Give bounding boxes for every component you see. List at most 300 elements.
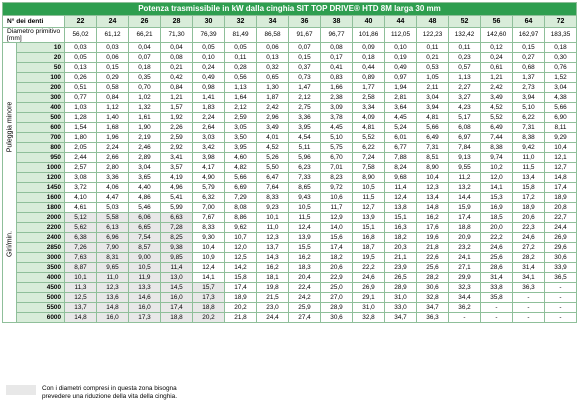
table-row (3, 243, 577, 253)
power-value: 1,12 (97, 103, 129, 113)
power-value: 0,15 (289, 53, 321, 63)
power-value: 0,30 (545, 53, 577, 63)
power-value: 5,58 (97, 213, 129, 223)
rpm-value: 1000 (17, 163, 65, 173)
power-value: 3,05 (225, 123, 257, 133)
power-value: 0,04 (129, 43, 161, 53)
power-value: 32,3 (449, 283, 481, 293)
power-value: 6,63 (161, 213, 193, 223)
power-value: 23,9 (385, 263, 417, 273)
rpm-value: 1200 (17, 173, 65, 183)
power-value: 25,6 (417, 263, 449, 273)
power-value: 7,01 (321, 163, 353, 173)
power-value: 28,9 (385, 283, 417, 293)
teeth-count: 64 (513, 16, 545, 28)
rpm-value: 950 (17, 153, 65, 163)
power-value: 16,8 (353, 233, 385, 243)
power-value: 10,1 (257, 213, 289, 223)
power-value: 13,0 (161, 273, 193, 283)
power-value: 12,1 (545, 153, 577, 163)
power-value: 3,98 (193, 153, 225, 163)
power-value: 28,2 (417, 273, 449, 283)
power-value: 0,11 (225, 53, 257, 63)
power-value: 1,02 (129, 93, 161, 103)
power-value: 8,57 (129, 243, 161, 253)
power-value: 0,56 (225, 73, 257, 83)
power-value: 0,76 (545, 63, 577, 73)
power-value: 15,3 (481, 193, 513, 203)
power-value: 36,3 (513, 283, 545, 293)
power-value: 23,2 (449, 243, 481, 253)
power-value: 2,42 (481, 83, 513, 93)
power-value: 31,0 (385, 293, 417, 303)
power-value: 7,26 (65, 243, 97, 253)
power-value: 20,6 (321, 263, 353, 273)
power-value: - (481, 303, 513, 313)
power-value: 23,0 (257, 303, 289, 313)
table-row (3, 103, 577, 113)
power-value: 22,6 (417, 253, 449, 263)
power-value: 28,6 (481, 263, 513, 273)
power-value: 7,54 (129, 233, 161, 243)
power-value: 1,90 (129, 123, 161, 133)
power-value: 0,13 (65, 63, 97, 73)
power-value: 18,8 (449, 223, 481, 233)
power-value: 26,5 (385, 273, 417, 283)
power-value: 3,95 (289, 123, 321, 133)
power-value: 2,75 (289, 103, 321, 113)
power-value: 0,08 (161, 53, 193, 63)
power-value: 8,33 (257, 193, 289, 203)
legend-swatch (6, 385, 36, 395)
power-value: 3,27 (449, 93, 481, 103)
power-value: 2,46 (129, 143, 161, 153)
power-value: 9,55 (449, 163, 481, 173)
power-value: 8,38 (481, 143, 513, 153)
power-value: - (513, 303, 545, 313)
power-value: 3,04 (417, 93, 449, 103)
power-value: 18,1 (257, 273, 289, 283)
power-value: 8,25 (161, 233, 193, 243)
power-value: 7,31 (417, 143, 449, 153)
power-value: 0,18 (545, 43, 577, 53)
power-value: 0,83 (321, 73, 353, 83)
teeth-count: 34 (257, 16, 289, 28)
power-value: 0,11 (417, 43, 449, 53)
power-value: 9,42 (513, 143, 545, 153)
power-value: 19,6 (417, 233, 449, 243)
power-value: 4,96 (161, 183, 193, 193)
power-value: 1,21 (481, 73, 513, 83)
power-value: 5,75 (321, 143, 353, 153)
power-value: 5,50 (257, 163, 289, 173)
power-value: 0,89 (353, 73, 385, 83)
power-value: 14,0 (321, 223, 353, 233)
power-value: 18,5 (481, 213, 513, 223)
power-value: 7,44 (481, 133, 513, 143)
rpm-value: 2400 (17, 233, 65, 243)
power-value: 1,64 (225, 93, 257, 103)
power-value: 4,86 (129, 193, 161, 203)
power-value: 21,8 (417, 243, 449, 253)
diameter-value: 162,97 (513, 28, 545, 43)
power-value: 10,5 (129, 263, 161, 273)
rpm-value: 200 (17, 83, 65, 93)
power-value: 22,3 (513, 223, 545, 233)
diameter-value: 56,02 (65, 28, 97, 43)
power-value: 11,0 (513, 153, 545, 163)
power-value: 12,3 (417, 183, 449, 193)
rpm-value: 1450 (17, 183, 65, 193)
power-value: 24,2 (289, 293, 321, 303)
power-value: 2,26 (161, 123, 193, 133)
power-value: 4,45 (321, 123, 353, 133)
power-value: 12,5 (65, 293, 97, 303)
rpm-value: 2000 (17, 213, 65, 223)
power-value: 17,3 (129, 313, 161, 323)
power-value: 8,11 (545, 123, 577, 133)
rpm-value: 600 (17, 123, 65, 133)
power-value: 0,10 (385, 43, 417, 53)
table-row (3, 223, 577, 233)
power-value: 20,2 (225, 303, 257, 313)
power-value: 8,87 (65, 263, 97, 273)
table-row (3, 133, 577, 143)
teeth-count: 26 (129, 16, 161, 28)
power-value: 2,19 (129, 133, 161, 143)
power-value: 5,46 (129, 203, 161, 213)
power-value: 3,94 (513, 93, 545, 103)
teeth-count: 72 (545, 16, 577, 28)
power-value: 10,2 (481, 163, 513, 173)
power-value: 34,1 (513, 273, 545, 283)
power-value: 17,4 (321, 243, 353, 253)
teeth-count: 22 (65, 16, 97, 28)
table-row (3, 163, 577, 173)
power-value: 6,49 (417, 133, 449, 143)
table-row (3, 183, 577, 193)
power-value: 6,96 (97, 233, 129, 243)
power-value: 6,77 (385, 143, 417, 153)
power-value: 4,38 (545, 93, 577, 103)
power-value: 0,05 (193, 43, 225, 53)
power-value: 13,9 (289, 233, 321, 243)
power-value: 2,80 (97, 163, 129, 173)
power-value: 2,92 (161, 143, 193, 153)
power-value: 8,08 (225, 203, 257, 213)
power-value: 34,7 (417, 303, 449, 313)
power-value: 11,7 (321, 203, 353, 213)
power-value: 5,17 (449, 113, 481, 123)
power-value: 21,1 (385, 253, 417, 263)
power-value: 8,90 (353, 173, 385, 183)
power-value: 6,97 (449, 133, 481, 143)
table-row (3, 173, 577, 183)
power-value: 0,68 (513, 63, 545, 73)
power-value: 1,40 (97, 113, 129, 123)
table-row (3, 63, 577, 73)
power-value: 3,50 (225, 133, 257, 143)
power-value: 12,0 (481, 173, 513, 183)
power-value: 28,9 (321, 303, 353, 313)
power-value: 11,0 (257, 223, 289, 233)
power-value: 0,18 (129, 63, 161, 73)
side-label-top: Puleggia minore (6, 101, 13, 152)
power-value: 8,23 (321, 173, 353, 183)
power-value: 7,29 (225, 193, 257, 203)
power-value: 0,32 (257, 63, 289, 73)
power-value: 20,9 (449, 233, 481, 243)
power-value: 2,59 (225, 113, 257, 123)
power-value: 4,52 (257, 143, 289, 153)
teeth-count: 56 (481, 16, 513, 28)
power-value: 24,1 (449, 253, 481, 263)
power-value: 24,6 (353, 273, 385, 283)
power-value: 3,42 (193, 143, 225, 153)
power-value: 0,44 (353, 63, 385, 73)
power-value: 1,68 (97, 123, 129, 133)
power-value: 16,0 (129, 303, 161, 313)
power-value: 1,57 (161, 103, 193, 113)
power-value: 6,22 (353, 143, 385, 153)
power-value: 27,4 (289, 313, 321, 323)
power-value: - (545, 303, 577, 313)
power-value: 0,08 (321, 43, 353, 53)
power-value: 19,8 (257, 283, 289, 293)
power-value: 5,62 (65, 223, 97, 233)
teeth-label: N° dei denti (3, 16, 65, 28)
rpm-value: 2200 (17, 223, 65, 233)
power-value: 6,22 (513, 113, 545, 123)
table-row (3, 83, 577, 93)
power-value: 11,3 (65, 283, 97, 293)
power-value: 30,6 (417, 283, 449, 293)
power-value: 7,63 (65, 253, 97, 263)
power-value: - (513, 313, 545, 323)
power-value: 31,0 (353, 303, 385, 313)
power-value: 9,00 (129, 253, 161, 263)
power-value: 34,7 (385, 313, 417, 323)
power-value: 17,4 (545, 183, 577, 193)
power-value: 7,24 (353, 153, 385, 163)
power-value: 1,37 (513, 73, 545, 83)
diameter-value: 91,67 (289, 28, 321, 43)
power-value: 21,5 (257, 293, 289, 303)
power-value: 0,21 (417, 53, 449, 63)
power-value: 7,64 (257, 183, 289, 193)
power-value: 2,57 (65, 163, 97, 173)
table-row (3, 253, 577, 263)
power-value: 15,1 (353, 223, 385, 233)
power-value: - (481, 313, 513, 323)
power-value: 17,4 (225, 283, 257, 293)
power-value: 16,3 (385, 223, 417, 233)
power-value: 5,41 (161, 193, 193, 203)
power-value: 15,8 (225, 273, 257, 283)
rpm-value: 100 (17, 73, 65, 83)
power-value: 0,21 (161, 63, 193, 73)
rpm-value: 800 (17, 143, 65, 153)
power-value: 8,38 (513, 133, 545, 143)
power-value: 21,8 (225, 313, 257, 323)
power-value: 6,47 (257, 173, 289, 183)
power-value: 1,05 (417, 73, 449, 83)
diameter-value: 76,39 (193, 28, 225, 43)
power-value: 5,96 (289, 153, 321, 163)
power-value: 0,06 (257, 43, 289, 53)
power-value: 4,40 (129, 183, 161, 193)
power-value: 33,0 (385, 303, 417, 313)
power-value: 16,0 (161, 293, 193, 303)
table-row (3, 43, 577, 53)
power-value: 6,23 (289, 163, 321, 173)
power-value: 4,52 (481, 103, 513, 113)
power-value: 1,92 (161, 113, 193, 123)
power-value: 0,09 (353, 43, 385, 53)
power-value: 0,24 (193, 63, 225, 73)
power-value: 3,34 (353, 103, 385, 113)
power-value: 14,5 (161, 283, 193, 293)
power-value: 34,4 (449, 293, 481, 303)
power-value: 8,33 (193, 223, 225, 233)
power-value: 30,6 (545, 253, 577, 263)
power-value: 2,24 (193, 113, 225, 123)
power-value: 0,97 (385, 73, 417, 83)
power-value: 2,42 (257, 103, 289, 113)
diameter-value: 96,77 (321, 28, 353, 43)
power-value: 9,38 (161, 243, 193, 253)
power-value: 3,78 (321, 113, 353, 123)
rpm-value: 1600 (17, 193, 65, 203)
power-value: 13,6 (97, 293, 129, 303)
power-value: 2,05 (65, 143, 97, 153)
power-value: 36,3 (417, 313, 449, 323)
power-value: 32,8 (353, 313, 385, 323)
table-row (3, 53, 577, 63)
power-value: 0,28 (225, 63, 257, 73)
power-value: 3,49 (481, 93, 513, 103)
power-value: 4,10 (65, 193, 97, 203)
power-value: 0,19 (385, 53, 417, 63)
power-value: 13,2 (449, 183, 481, 193)
power-value: 8,86 (225, 213, 257, 223)
power-value: 13,4 (417, 193, 449, 203)
power-value: 12,4 (193, 263, 225, 273)
power-value: 0,07 (289, 43, 321, 53)
power-value: 0,70 (129, 83, 161, 93)
power-value: 10,4 (417, 173, 449, 183)
power-value: 0,07 (129, 53, 161, 63)
power-value: 3,36 (289, 113, 321, 123)
power-value: 26,9 (353, 283, 385, 293)
power-value: 31,4 (481, 273, 513, 283)
power-value: 18,9 (225, 293, 257, 303)
power-value: 16,2 (257, 263, 289, 273)
table-row (3, 313, 577, 323)
power-value: 20,8 (545, 203, 577, 213)
power-value: 15,1 (385, 213, 417, 223)
power-value: 6,49 (481, 123, 513, 133)
power-value: 22,9 (321, 273, 353, 283)
power-value: 0,42 (161, 73, 193, 83)
diameter-value: 142,60 (481, 28, 513, 43)
power-value: 7,67 (193, 213, 225, 223)
table-row (3, 123, 577, 133)
power-value: 12,7 (353, 203, 385, 213)
power-value: 0,37 (289, 63, 321, 73)
power-value: 0,23 (449, 53, 481, 63)
power-value: 0,51 (65, 83, 97, 93)
power-value: 1,52 (545, 73, 577, 83)
power-value: 9,72 (321, 183, 353, 193)
power-value: 20,0 (481, 223, 513, 233)
power-value: 6,08 (449, 123, 481, 133)
power-value: 0,03 (97, 43, 129, 53)
power-value: 14,8 (545, 173, 577, 183)
power-value: 4,54 (289, 133, 321, 143)
power-value: 24,4 (545, 223, 577, 233)
power-value: 2,38 (321, 93, 353, 103)
power-value: 14,3 (257, 253, 289, 263)
power-value: 6,13 (97, 223, 129, 233)
diameter-value: 112,05 (385, 28, 417, 43)
power-value: 8,65 (289, 183, 321, 193)
power-value: 1,54 (65, 123, 97, 133)
power-value: 20,6 (513, 213, 545, 223)
power-value: 29,6 (545, 243, 577, 253)
power-value: 4,23 (449, 103, 481, 113)
power-value: 1,96 (97, 133, 129, 143)
power-value: 13,8 (385, 203, 417, 213)
rpm-value: 300 (17, 93, 65, 103)
power-value: 4,01 (257, 133, 289, 143)
power-value: 11,2 (449, 173, 481, 183)
rpm-value: 5000 (17, 293, 65, 303)
power-value: 10,1 (65, 273, 97, 283)
power-value: 0,57 (449, 63, 481, 73)
power-value: 16,2 (289, 253, 321, 263)
diameter-value: 66,21 (129, 28, 161, 43)
power-value: 7,31 (513, 123, 545, 133)
power-table (2, 2, 577, 323)
rpm-value: 700 (17, 133, 65, 143)
power-value: 5,26 (257, 153, 289, 163)
power-value: 2,12 (225, 103, 257, 113)
power-value: 4,17 (193, 163, 225, 173)
power-value: 2,73 (513, 83, 545, 93)
power-value: 17,4 (449, 213, 481, 223)
power-value: 5,52 (353, 133, 385, 143)
diameter-value: 122,23 (417, 28, 449, 43)
power-value: 9,74 (481, 153, 513, 163)
power-value: 0,06 (97, 53, 129, 63)
power-value: 36,5 (545, 273, 577, 283)
power-value: 0,58 (97, 83, 129, 93)
power-value: 1,83 (193, 103, 225, 113)
power-value: 5,12 (65, 213, 97, 223)
rpm-value: 400 (17, 103, 65, 113)
power-value: 10,5 (353, 183, 385, 193)
power-value: 27,0 (321, 293, 353, 303)
power-value: 0,77 (65, 93, 97, 103)
power-value: 5,10 (513, 103, 545, 113)
diameter-value: 132,42 (449, 28, 481, 43)
power-value: - (449, 313, 481, 323)
power-value: 18,9 (545, 193, 577, 203)
teeth-count: 30 (193, 16, 225, 28)
table-row (3, 153, 577, 163)
power-value: 6,32 (193, 193, 225, 203)
